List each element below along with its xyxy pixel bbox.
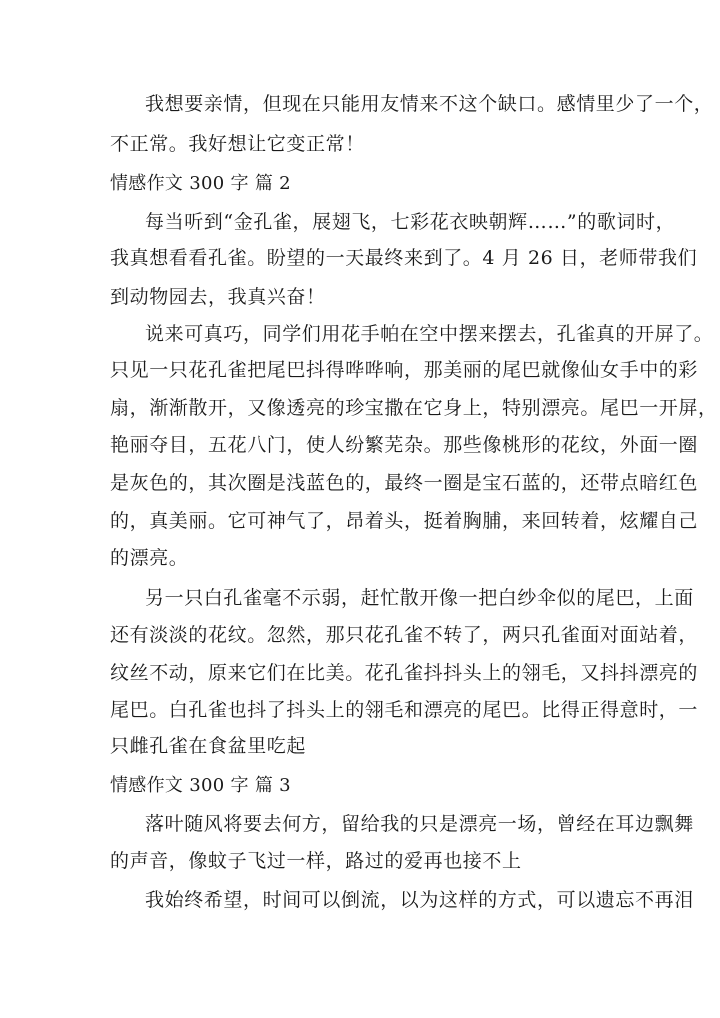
text-line: 还有淡淡的花纹。忽然，那只花孔雀不转了，两只孔雀面对面站着， [110,624,699,646]
section-heading: 情感作文 300 字 篇 2 [110,173,291,194]
text-line: 说来可真巧，同学们用花手帕在空中摆来摆去，孔雀真的开屏了。 [145,323,714,345]
text-line: 扇，渐渐散开，又像透亮的珍宝撒在它身上，特别漂亮。尾巴一开屏， [110,397,718,419]
text-line: 是灰色的，其次圈是浅蓝色的，最终一圈是宝石蓝的，还带点暗红色 [110,472,699,494]
text-line: 我真想看看孔雀。盼望的一天最终来到了。4 月 26 日，老师带我们 [110,247,698,269]
text-line: 纹丝不动，原来它们在比美。花孔雀抖抖头上的翎毛，又抖抖漂亮的 [110,662,699,684]
text-line: 到动物园去，我真兴奋！ [110,286,326,308]
text-line: 的声音，像蚊子飞过一样，路过的爱再也接不上 [110,850,522,872]
text-line: 落叶随风将要去何方，留给我的只是漂亮一场，曾经在耳边飘舞 [145,813,694,835]
text-line: 不正常。我好想让它变正常！ [110,133,365,155]
text-line: 尾巴。白孔雀也抖了抖头上的翎毛和漂亮的尾巴。比得正得意时，一 [110,699,699,721]
text-line: 只雌孔雀在食盆里吃起 [110,735,307,757]
text-line: 只见一只花孔雀把尾巴抖得哗哗响，那美丽的尾巴就像仙女手中的彩 [110,359,699,381]
text-line: 每当听到“金孔雀，展翅飞，七彩花衣映朝辉……”的歌词时， [145,211,676,233]
section-heading: 情感作文 300 字 篇 3 [110,775,291,796]
text-line: 艳丽夺目，五花八门，使人纷繁芜杂。那些像桃形的花纹，外面一圈 [110,434,699,456]
text-line: 另一只白孔雀毫不示弱，赶忙散开像一把白纱伞似的尾巴，上面 [145,587,694,609]
text-line: 的，真美丽。它可神气了，昂着头，挺着胸脯，来回转着，炫耀自己 [110,510,699,532]
text-line: 我想要亲情，但现在只能用友情来不这个缺口。感情里少了一个， [145,93,714,115]
text-line: 的漂亮。 [110,547,189,569]
text-line: 我始终希望，时间可以倒流，以为这样的方式，可以遗忘不再泪 [145,889,694,911]
